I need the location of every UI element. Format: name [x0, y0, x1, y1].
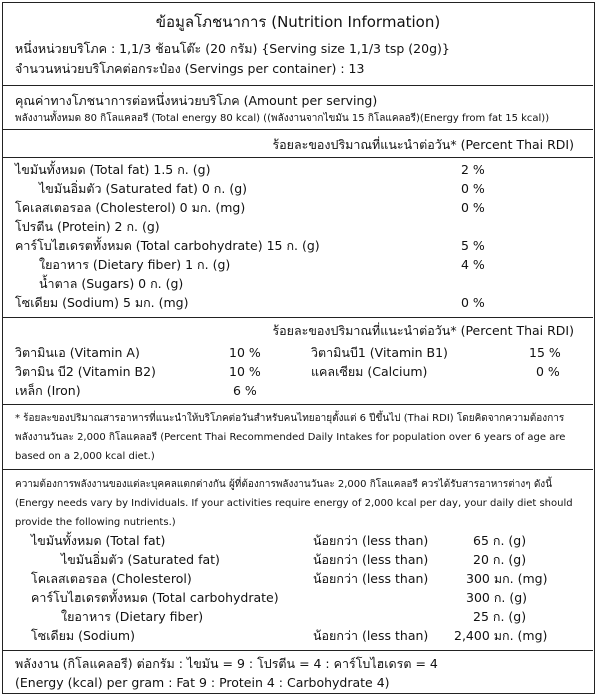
- nutrition-label: [2, 2, 595, 694]
- energy-per-gram-thai: พลังงาน (กิโลแคลอรี) ต่อกรัม : ไขมัน = 9 : โปรตีน = 4 : คาร์โบไฮเดรต = 4: [15, 656, 438, 671]
- daily-need-label: โซเดียม (Sodium): [31, 628, 135, 643]
- daily-need-condition: น้อยกว่า (less than): [313, 533, 429, 548]
- daily-need-label: ใยอาหาร (Dietary fiber): [61, 609, 204, 624]
- energy-needs-line: (Energy needs vary by Individuals. If your activities require energy of 2,000 kcal per day, your daily diet should: [15, 498, 573, 509]
- nutrient-percent: 5 %: [461, 238, 485, 253]
- footnote-line: * ร้อยละของปริมาณสารอาหารที่แนะนำให้บริโภคต่อวันสำหรับคนไทยอายุตั้งแต่ 6 ปีขึ้นไป (Thai RDI) โดยคิดจากความต้องการ: [15, 413, 565, 424]
- nutrient-label: คาร์โบไฮเดรตทั้งหมด (Total carbohydrate) 15 ก. (g): [15, 238, 320, 253]
- rdi-header: ร้อยละของปริมาณที่แนะนำต่อวัน* (Percent Thai RDI): [272, 137, 574, 152]
- daily-need-condition: น้อยกว่า (less than): [313, 571, 429, 586]
- vitamin-percent: 10 %: [229, 345, 261, 360]
- nutrient-percent: 0 %: [461, 200, 485, 215]
- nutrient-label: ไขมันอิ่มตัว (Saturated fat) 0 ก. (g): [39, 181, 248, 196]
- daily-need-value: 65 ก. (g): [473, 533, 527, 548]
- daily-need-label: ไขมันทั้งหมด (Total fat): [31, 533, 166, 548]
- vitamin-label: แคลเซียม (Calcium): [311, 364, 428, 379]
- vitamin-label: วิตามินบี1 (Vitamin B1): [311, 345, 448, 360]
- vitamin-percent: 6 %: [233, 383, 257, 398]
- daily-need-value: 300 มก. (mg): [466, 571, 548, 586]
- daily-need-value: 2,400 มก. (mg): [454, 628, 548, 643]
- nutrient-percent: 4 %: [461, 257, 485, 272]
- serving-size: หนึ่งหน่วยบริโภค : 1,1/3 ช้อนโต๊ะ (20 กรัม) {Serving size 1,1/3 tsp (20g)}: [15, 41, 450, 56]
- vitamin-percent: 0 %: [536, 364, 560, 379]
- energy-needs-line: ความต้องการพลังงานของแต่ละบุคคลแตกต่างกัน ผู้ที่ต้องการพลังงานวันละ 2,000 กิโลแคลอรี ควรได้รับสารอาหารต่างๆ ดังนี้: [15, 479, 553, 490]
- nutrient-label: น้ำตาล (Sugars) 0 ก. (g): [39, 276, 184, 291]
- vitamin-label: วิตามิน บี2 (Vitamin B2): [15, 364, 156, 379]
- divider: [3, 650, 593, 651]
- energy-line: พลังงานทั้งหมด 80 กิโลแคลอรี (Total energy 80 kcal) ((พลังงานจากไขมัน 15 กิโลแคลอรี)(Energy from fat 15 kcal)): [15, 113, 550, 124]
- daily-need-label: คาร์โบไฮเดรตทั้งหมด (Total carbohydrate): [31, 590, 279, 605]
- divider: [3, 469, 593, 470]
- nutrient-percent: 2 %: [461, 162, 485, 177]
- divider: [3, 129, 593, 130]
- energy-per-gram-english: (Energy (kcal) per gram : Fat 9 : Protein 4 : Carbohydrate 4): [15, 675, 390, 690]
- divider: [3, 85, 593, 86]
- label-title: ข้อมูลโภชนาการ (Nutrition Information): [155, 13, 441, 31]
- vitamin-percent: 10 %: [229, 364, 261, 379]
- vitamin-label: เหล็ก (Iron): [15, 383, 81, 398]
- footnote-line: พลังงานวันละ 2,000 กิโลแคลอรี (Percent Thai Recommended Daily Intakes for population over 6 years of age are: [15, 432, 566, 443]
- amount-per-serving: คุณค่าทางโภชนาการต่อหนึ่งหน่วยบริโภค (Amount per serving): [15, 93, 378, 108]
- daily-need-value: 300 ก. (g): [466, 590, 528, 605]
- nutrient-label: โปรตีน (Protein) 2 ก. (g): [15, 219, 160, 234]
- daily-need-label: ไขมันอิ่มตัว (Saturated fat): [61, 552, 220, 567]
- nutrient-percent: 0 %: [461, 295, 485, 310]
- vitamin-percent: 15 %: [529, 345, 561, 360]
- daily-need-condition: น้อยกว่า (less than): [313, 552, 429, 567]
- divider: [3, 317, 593, 318]
- footnote-line: based on a 2,000 kcal diet.): [15, 451, 155, 462]
- servings-per-container: จำนวนหน่วยบริโภคต่อกระป๋อง (Servings per container) : 13: [15, 61, 365, 76]
- nutrient-percent: 0 %: [461, 181, 485, 196]
- nutrient-label: โซเดียม (Sodium) 5 มก. (mg): [15, 295, 189, 310]
- nutrient-label: ไขมันทั้งหมด (Total fat) 1.5 ก. (g): [15, 162, 211, 177]
- daily-need-label: โคเลสเตอรอล (Cholesterol): [31, 571, 192, 586]
- daily-need-value: 20 ก. (g): [473, 552, 527, 567]
- vitamin-label: วิตามินเอ (Vitamin A): [15, 345, 140, 360]
- nutrient-label: ใยอาหาร (Dietary fiber) 1 ก. (g): [39, 257, 231, 272]
- daily-need-condition: น้อยกว่า (less than): [313, 628, 429, 643]
- daily-need-value: 25 ก. (g): [473, 609, 527, 624]
- energy-needs-line: provide the following nutrients.): [15, 517, 176, 528]
- nutrient-label: โคเลสเตอรอล (Cholesterol) 0 มก. (mg): [15, 200, 246, 215]
- divider: [3, 157, 593, 158]
- divider: [3, 404, 593, 405]
- vitamins-header: ร้อยละของปริมาณที่แนะนำต่อวัน* (Percent Thai RDI): [272, 323, 574, 338]
